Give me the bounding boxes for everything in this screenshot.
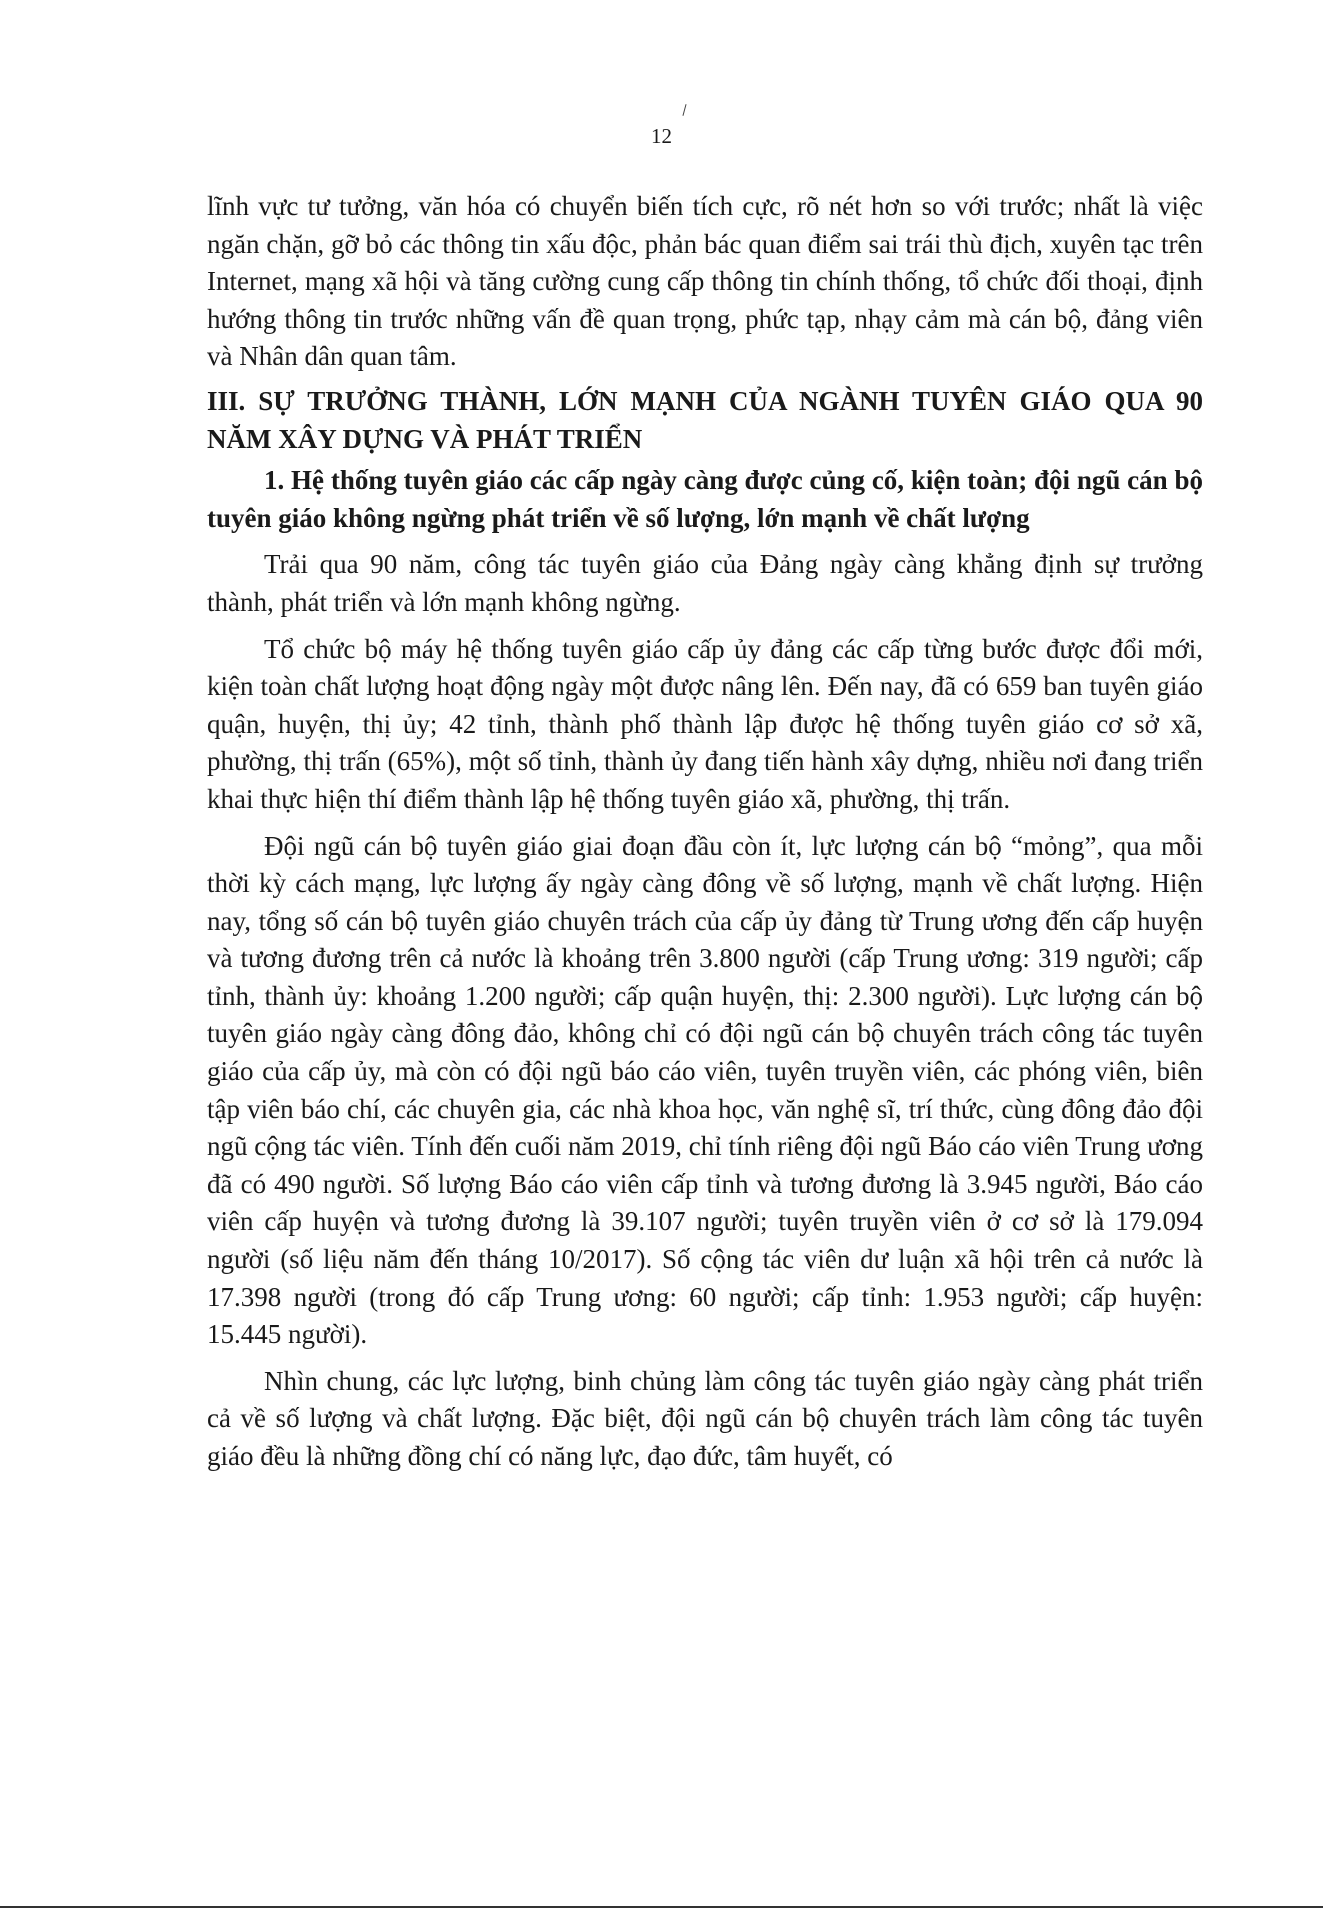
- page-number: 12: [651, 124, 672, 148]
- section-heading: III. SỰ TRƯỞNG THÀNH, LỚN MẠNH CỦA NGÀNH TUYÊN GIÁO QUA 90 NĂM XÂY DỰNG VÀ PHÁT TRIỂN: [207, 385, 1203, 454]
- paragraph: Nhìn chung, các lực lượng, binh chủng làm công tác tuyên giáo ngày càng phát triển cả về số lượng và chất lượng. Đặc biệt, đội ngũ cán bộ chuyên trách làm công tác tuyên giáo đều là những đồng chí có năng lực, đạo đức, tâm huyết, có: [207, 1365, 1203, 1471]
- scan-mark: [682, 104, 686, 116]
- paragraph: Trải qua 90 năm, công tác tuyên giáo của Đảng ngày càng khẳng định sự trưởng thành, phát triển và lớn mạnh không ngừng.: [207, 549, 1203, 617]
- subsection-heading: 1. Hệ thống tuyên giáo các cấp ngày càng được củng cố, kiện toàn; đội ngũ cán bộ tuyên giáo không ngừng phát triển về số lượng, lớn mạnh về chất lượng: [207, 465, 1203, 533]
- paragraph: Đội ngũ cán bộ tuyên giáo giai đoạn đầu còn ít, lực lượng cán bộ “mỏng”, qua mỗi thời kỳ cách mạng, lực lượng ấy ngày càng đông về số lượng, mạnh về chất lượng. Hiện nay, tổng số cán bộ tuyên giáo chuyên trách của cấp ủy đảng từ Trung ương đến cấp huyện và tương đương trên cả nước là khoảng trên 3.800 người (cấp Trung ương: 319 người; cấp tỉnh, thành ủy: khoảng 1.200 người; cấp quận huyện, thị: 2.300 người). Lực lượng cán bộ tuyên giáo ngày càng đông đảo, không chỉ có đội ngũ cán bộ chuyên trách công tác tuyên giáo của cấp ủy, mà còn có đội ngũ báo cáo viên, tuyên truyền viên, các phóng viên, biên tập viên báo chí, các chuyên gia, các nhà khoa học, văn nghệ sĩ, trí thức, cùng đông đảo đội ngũ cộng tác viên. Tính đến cuối năm 2019, chỉ tính riêng đội ngũ Báo cáo viên Trung ương đã có 490 người. Số lượng Báo cáo viên cấp tỉnh và tương đương là 3.945 người, Báo cáo viên cấp huyện và tương đương là 39.107 người; tuyên truyền viên ở cơ sở là 179.094 người (số liệu năm đến tháng 10/2017). Số cộng tác viên dư luận xã hội trên cả nước là 17.398 người (trong đó cấp Trung ương: 60 người; cấp tỉnh: 1.953 người; cấp huyện: 15.445 người).: [207, 830, 1203, 1350]
- paragraph: Tổ chức bộ máy hệ thống tuyên giáo cấp ủy đảng các cấp từng bước được đổi mới, kiện toàn chất lượng hoạt động ngày một được nâng lên. Đến nay, đã có 659 ban tuyên giáo quận, huyện, thị ủy; 42 tỉnh, thành phố thành lập được hệ thống tuyên giáo cơ sở xã, phường, thị trấn (65%), một số tỉnh, thành ủy đang tiến hành xây dựng, nhiều nơi đang triển khai thực hiện thí điểm thành lập hệ thống tuyên giáo xã, phường, thị trấn.: [207, 633, 1203, 814]
- scan-edge-line: [0, 1906, 1323, 1908]
- paragraph-continuation: lĩnh vực tư tưởng, văn hóa có chuyển biến tích cực, rõ nét hơn so với trước; nhất là việc ngăn chặn, gỡ bỏ các thông tin xấu độc, phản bác quan điểm sai trái thù địch, xuyên tạc trên Internet, mạng xã hội và tăng cường cung cấp thông tin chính thống, tổ chức đối thoại, định hướng thông tin trước những vấn đề quan trọng, phức tạp, nhạy cảm mà cán bộ, đảng viên và Nhân dân quan tâm.: [207, 191, 1203, 372]
- document-body: [207, 188, 1203, 1476]
